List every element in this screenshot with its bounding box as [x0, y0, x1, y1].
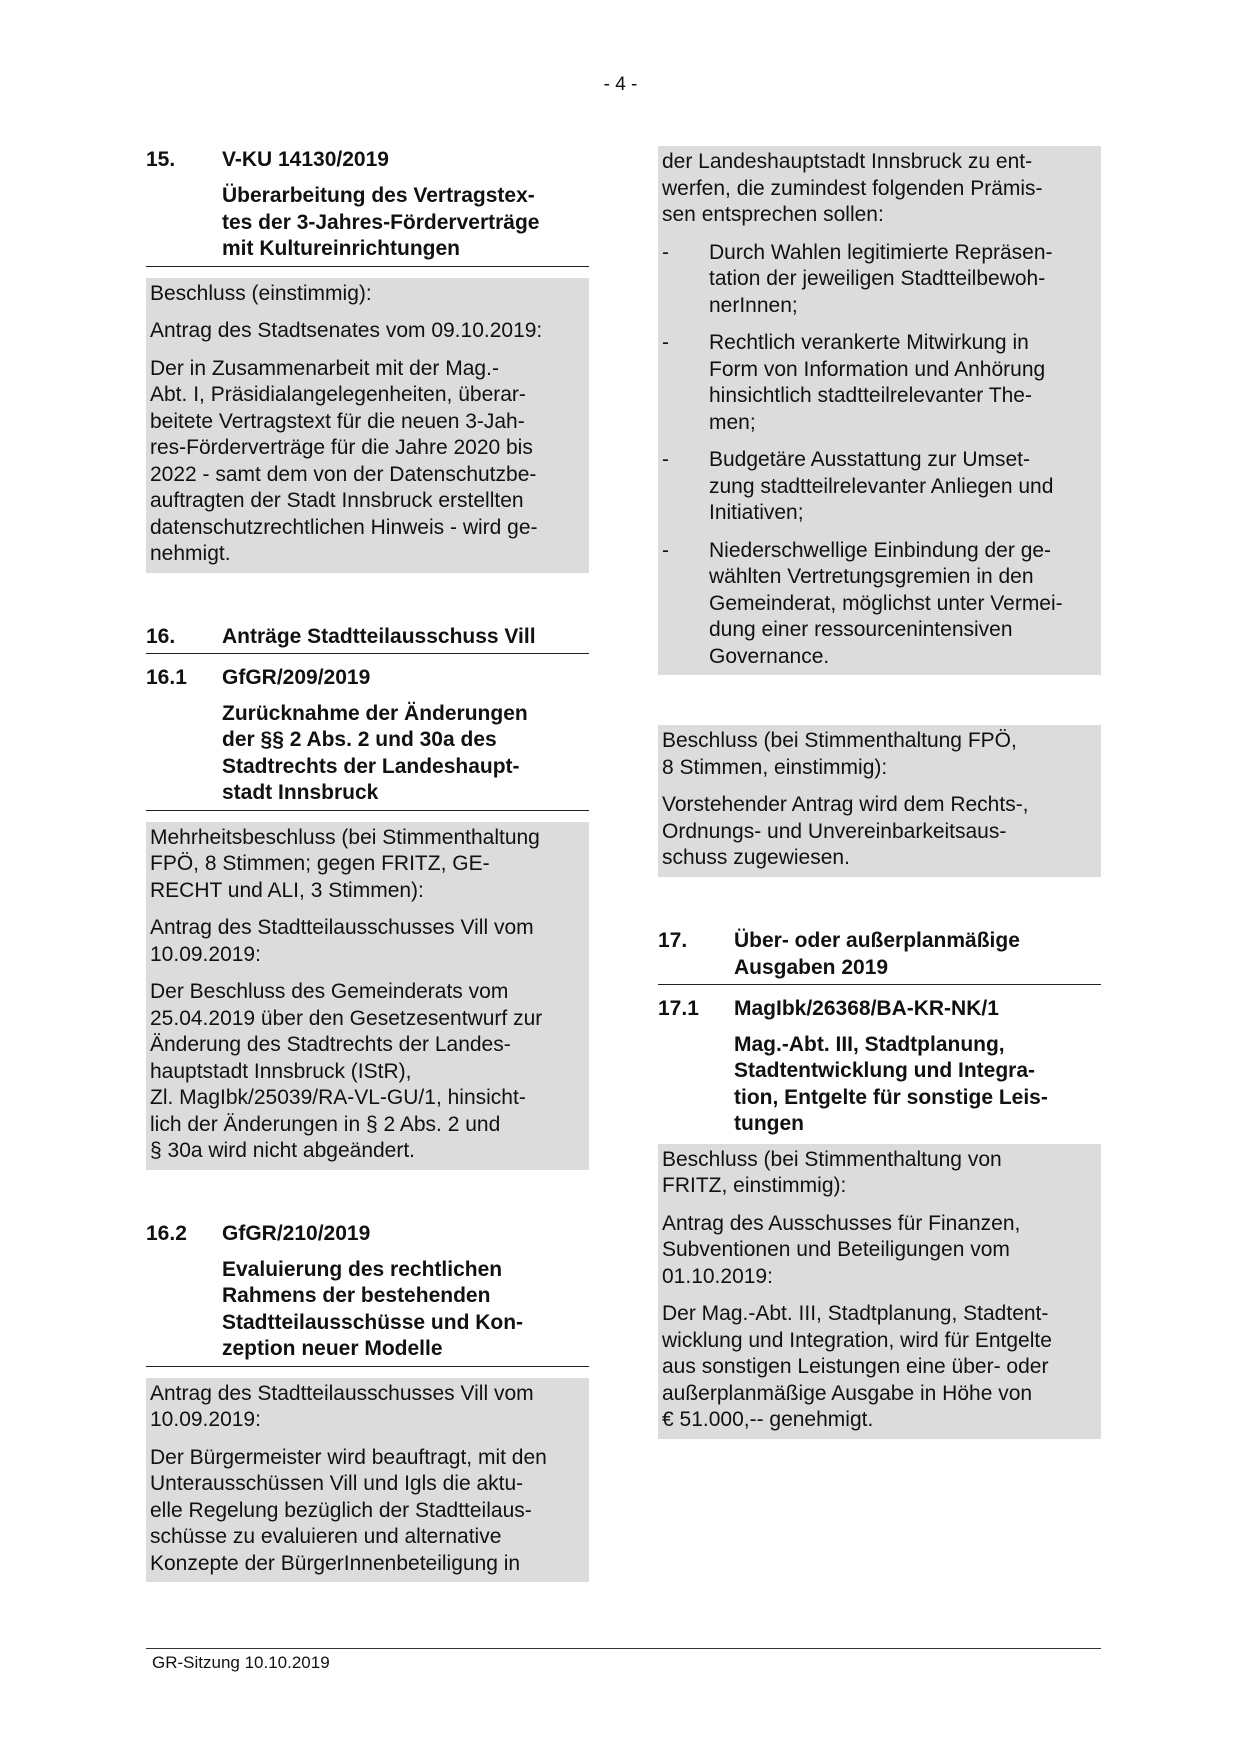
section-title: Anträge Stadtteilausschuss Vill: [222, 624, 536, 648]
title-line: Über- oder außerplanmäßige: [734, 928, 1020, 952]
text-line: datenschutzrechtlichen Hinweis - wird ge-: [150, 515, 538, 539]
text-line: Der in Zusammenarbeit mit der Mag.-: [150, 356, 499, 380]
title-line: zeption neuer Modelle: [222, 1337, 443, 1360]
page-number: - 4 -: [603, 74, 638, 95]
text-line: Antrag des Ausschusses für Finanzen,: [662, 1211, 1021, 1235]
text-line: 10.09.2019:: [150, 1408, 261, 1431]
text-line: zung stadtteilrelevanter Anliegen und: [709, 474, 1054, 498]
text-line: aus sonstigen Leistungen eine über- oder: [662, 1355, 1049, 1378]
motion-text: [150, 915, 585, 968]
section-16-2-continuation: [658, 146, 1101, 675]
text-line: Durch Wahlen legitimierte Repräsen-: [709, 240, 1053, 264]
section-16-1-body: [146, 822, 589, 1170]
text-line: Änderung des Stadtrechts der Landes-: [150, 1033, 511, 1056]
title-line: Zurücknahme der Änderungen: [222, 701, 528, 725]
decision-text: [150, 281, 585, 308]
text-line: hauptstadt Innsbruck (IStR),: [150, 1059, 412, 1083]
title-line: mit Kultureinrichtungen: [222, 237, 460, 260]
text-line: men;: [709, 410, 756, 434]
decision-text: [150, 825, 585, 905]
text-line: 2022 - samt dem von der Datenschutzbe-: [150, 462, 537, 486]
decision-text: [662, 1147, 1097, 1200]
title-line: Stadtrechts der Landeshaupt-: [222, 754, 520, 778]
section-number: 16.1: [146, 665, 187, 689]
motion-text: [150, 318, 585, 345]
text-line: 01.10.2019:: [662, 1264, 773, 1288]
text-line: Vorstehender Antrag wird dem Rechts-,: [662, 793, 1029, 816]
text-line: der Landeshauptstadt Innsbruck zu ent-: [662, 150, 1033, 173]
title-line: Mag.-Abt. III, Stadtplanung,: [734, 1032, 1005, 1056]
text-line: Antrag des Stadtsenates vom 09.10.2019:: [150, 319, 543, 342]
text-line: hinsichtlich stadtteilrelevanter The-: [709, 384, 1032, 407]
section-number: 17.1: [658, 996, 699, 1020]
title-line: der §§ 2 Abs. 2 und 30a des: [222, 728, 497, 751]
section-15-heading: [146, 146, 589, 173]
text-line: werfen, die zumindest folgenden Prämis-: [662, 176, 1043, 200]
resolution-text: [150, 979, 585, 1165]
bullet-item: [662, 330, 1097, 436]
title-line: tes der 3-Jahres-Förderverträge: [222, 210, 540, 234]
text-line: FPÖ, 8 Stimmen; gegen FRITZ, GE-: [150, 852, 490, 875]
text-line: Subventionen und Beteiligungen vom: [662, 1238, 1010, 1261]
section-16-2-body: [146, 1378, 589, 1583]
bullet-dash: -: [662, 240, 669, 264]
left-column: [146, 146, 589, 1582]
resolution-text: [150, 356, 585, 568]
text-line: Abt. I, Präsidialangelegenheiten, überar-: [150, 383, 526, 406]
text-line: auftragten der Stadt Innsbruck erstellten: [150, 489, 524, 512]
bullet-text: [709, 538, 1097, 671]
motion-text: [150, 1381, 585, 1434]
resolution-text: [662, 1301, 1097, 1434]
title-line: Evaluierung des rechtlichen: [222, 1257, 503, 1281]
section-15-title: [146, 183, 589, 267]
bullet-text: [709, 330, 1097, 436]
right-column: [658, 146, 1101, 1439]
section-15-body: [146, 278, 589, 573]
bullet-dash: -: [662, 331, 669, 354]
title-line: stadt Innsbruck: [222, 781, 379, 804]
title-line: Stadtteilausschüsse und Kon-: [222, 1310, 524, 1334]
bullet-text: [709, 240, 1097, 320]
text-line: Beschluss (bei Stimmenthaltung FPÖ,: [662, 729, 1017, 752]
text-line: schüsse zu evaluieren und alternative: [150, 1525, 502, 1548]
section-16-2-title: [146, 1257, 589, 1367]
bullet-dash: -: [662, 448, 669, 471]
section-title: [734, 927, 1101, 981]
bullet-text: [709, 447, 1097, 527]
section-code: MagIbk/26368/BA-KR-NK/1: [734, 996, 999, 1020]
section-number: 16.2: [146, 1221, 187, 1245]
text-line: außerplanmäßige Ausgabe in Höhe von: [662, 1381, 1033, 1405]
decision-text: [662, 728, 1097, 781]
title-line: Stadtentwicklung und Integra-: [734, 1059, 1036, 1082]
footer-divider: [146, 1648, 1101, 1649]
text-line: lich der Änderungen in § 2 Abs. 2 und: [150, 1112, 501, 1136]
text-line: dung einer ressourcenintensiven: [709, 618, 1013, 641]
text-line: beitete Vertragstext für die neuen 3-Jah-: [150, 409, 525, 433]
text-line: Zl. MagIbk/25039/RA-VL-GU/1, hinsicht-: [150, 1086, 526, 1109]
text-line: 8 Stimmen, einstimmig):: [662, 755, 888, 779]
continuation-text: [662, 149, 1097, 229]
text-line: Form von Information und Anhörung: [709, 357, 1046, 381]
text-line: Mehrheitsbeschluss (bei Stimmenthaltung: [150, 825, 540, 849]
text-line: Unterausschüssen Vill und Igls die aktu-: [150, 1472, 524, 1495]
bullet-item: [662, 447, 1097, 527]
text-line: Der Beschluss des Gemeinderats vom: [150, 980, 509, 1003]
resolution-text: [662, 792, 1097, 872]
section-17-1-heading: [658, 995, 1101, 1022]
section-code: GfGR/209/2019: [222, 665, 371, 689]
text-line: Ordnungs- und Unvereinbarkeitsaus-: [662, 819, 1007, 843]
text-line: Antrag des Stadtteilausschusses Vill vom: [150, 916, 534, 939]
text-line: RECHT und ALI, 3 Stimmen):: [150, 878, 424, 902]
title-line: Überarbeitung des Vertragstex-: [222, 184, 535, 207]
text-line: wählten Vertretungsgremien in den: [709, 565, 1034, 588]
text-line: sen entsprechen sollen:: [662, 203, 884, 226]
text-line: § 30a wird nicht abgeändert.: [150, 1139, 416, 1162]
section-16-heading: [146, 623, 589, 654]
resolution-text: [150, 1445, 585, 1578]
text-line: 10.09.2019:: [150, 942, 261, 966]
text-line: € 51.000,-- genehmigt.: [662, 1408, 874, 1431]
section-number: 15.: [146, 148, 176, 171]
text-line: 25.04.2019 über den Gesetzesentwurf zur: [150, 1006, 543, 1030]
text-line: tation der jeweiligen Stadtteilbewoh-: [709, 267, 1046, 290]
text-line: nehmigt.: [150, 542, 231, 565]
section-code: V-KU 14130/2019: [222, 148, 389, 171]
section-code: GfGR/210/2019: [222, 1221, 371, 1245]
section-16-1-title: [146, 701, 589, 811]
text-line: Initiativen;: [709, 501, 804, 524]
text-line: Der Bürgermeister wird beauftragt, mit den: [150, 1445, 547, 1469]
section-17-1-body: [658, 1144, 1101, 1439]
section-16-2-heading: [146, 1220, 589, 1247]
text-line: Konzepte der BürgerInnenbeteiligung in: [150, 1551, 521, 1575]
bullet-item: [662, 538, 1097, 671]
text-line: elle Regelung bezüglich der Stadtteilaus-: [150, 1498, 532, 1522]
text-line: Der Mag.-Abt. III, Stadtplanung, Stadtent-: [662, 1302, 1049, 1325]
text-line: Budgetäre Ausstattung zur Umset-: [709, 448, 1030, 471]
title-line: Rahmens der bestehenden: [222, 1284, 491, 1307]
title-line: tion, Entgelte für sonstige Leis-: [734, 1085, 1048, 1109]
section-16-1-heading: [146, 664, 589, 691]
text-line: schuss zugewiesen.: [662, 846, 850, 869]
text-line: Rechtlich verankerte Mitwirkung in: [709, 331, 1029, 354]
footer-text: GR-Sitzung 10.10.2019: [152, 1653, 330, 1672]
text-line: wicklung und Integration, wird für Entgelte: [662, 1328, 1052, 1352]
section-17-1-title: [658, 1032, 1101, 1138]
text-line: Governance.: [709, 644, 830, 668]
title-line: Ausgaben 2019: [734, 955, 889, 979]
text-line: nerInnen;: [709, 293, 798, 317]
text-line: Niederschwellige Einbindung der ge-: [709, 538, 1052, 562]
section-16-2-decision: [658, 725, 1101, 877]
section-17-heading: [658, 927, 1101, 985]
text-line: res-Förderverträge für die Jahre 2020 bis: [150, 436, 533, 459]
bullet-item: [662, 240, 1097, 320]
text-line: Beschluss (einstimmig):: [150, 281, 372, 305]
text-line: Antrag des Stadtteilausschusses Vill vom: [150, 1381, 534, 1405]
text-line: Beschluss (bei Stimmenthaltung von: [662, 1147, 1002, 1171]
bullet-dash: -: [662, 538, 669, 562]
text-line: FRITZ, einstimmig):: [662, 1174, 847, 1197]
title-line: tungen: [734, 1112, 804, 1135]
section-number: 17.: [658, 928, 688, 952]
motion-text: [662, 1211, 1097, 1291]
text-line: Gemeinderat, möglichst unter Vermei-: [709, 591, 1063, 615]
section-number: 16.: [146, 624, 176, 648]
